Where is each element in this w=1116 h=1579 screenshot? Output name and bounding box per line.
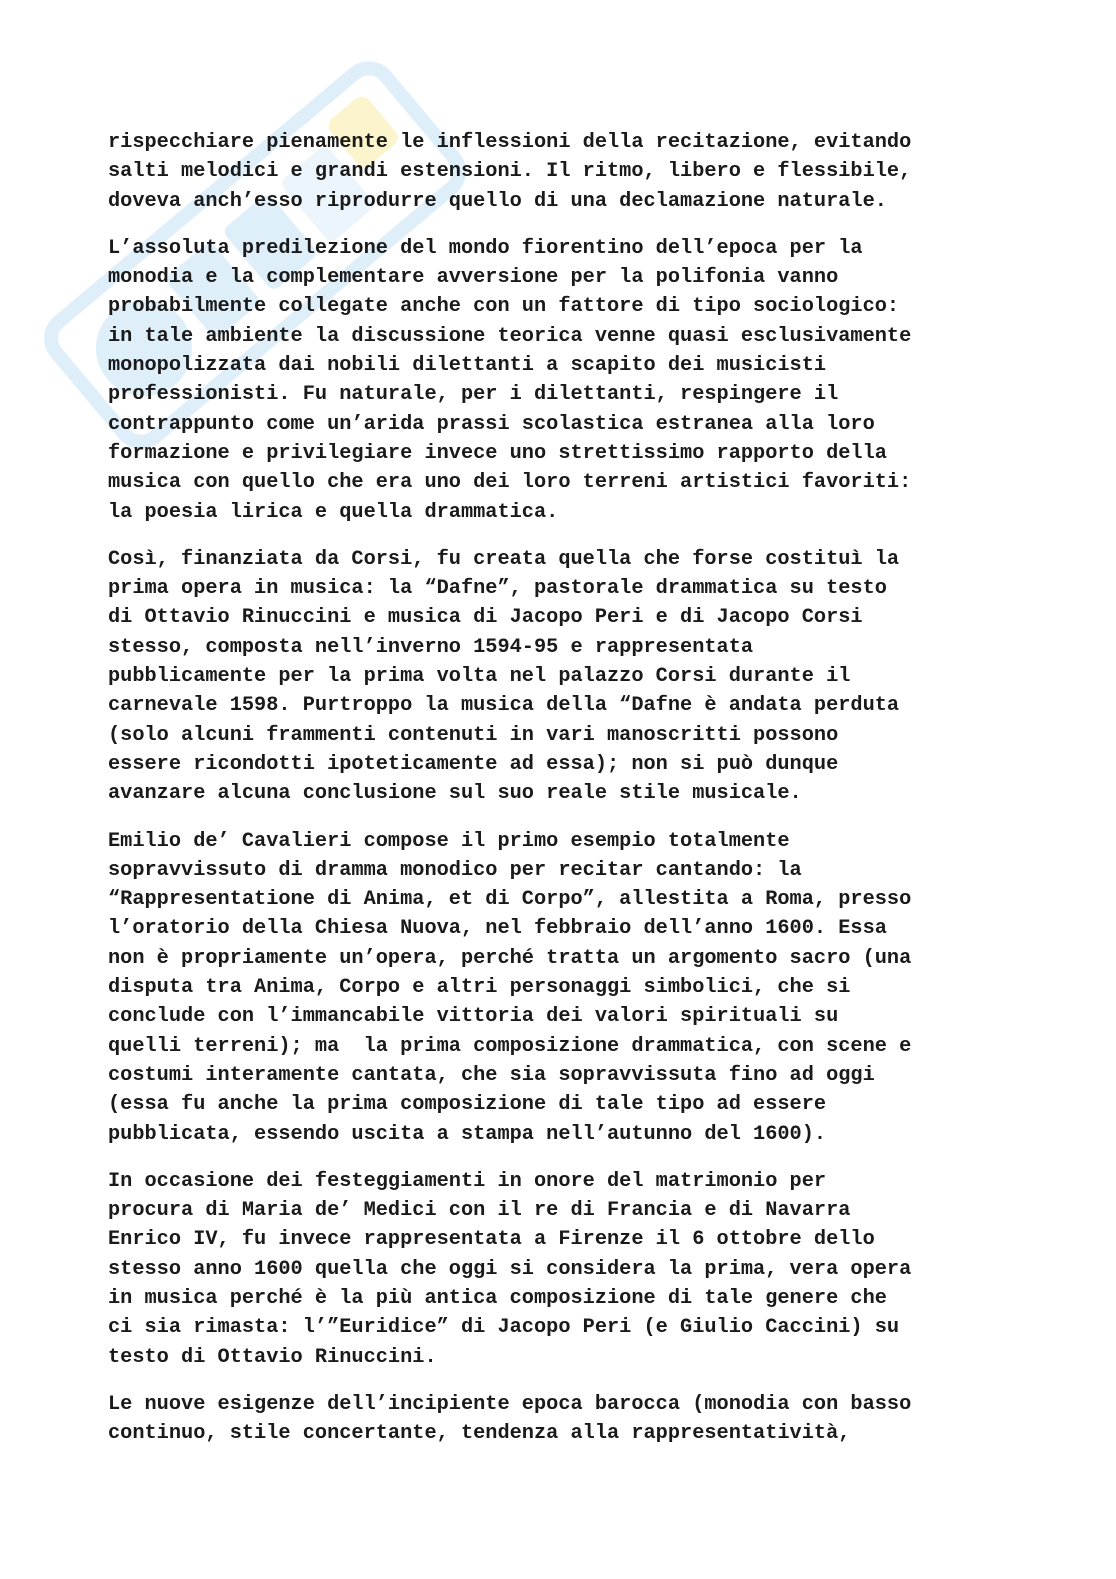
paragraph xyxy=(108,545,1008,809)
text-line: Le nuove esigenze dell’incipiente epoca barocca (monodia con basso xyxy=(108,1392,912,1416)
text-line: probabilmente collegate anche con un fattore di tipo sociologico: xyxy=(108,295,900,319)
text-line: la poesia lirica e quella drammatica. xyxy=(108,500,559,524)
text-line: carnevale 1598. Purtroppo la musica della “Dafne è andata perduta xyxy=(108,694,900,718)
text-line: quelli terreni); ma la prima composizione drammatica, con scene e xyxy=(108,1034,912,1058)
text-line: Emilio de’ Cavalieri compose il primo esempio totalmente xyxy=(108,829,790,853)
text-line: salti melodici e grandi estensioni. Il ritmo, libero e flessibile, xyxy=(108,160,912,184)
text-line: conclude con l’immancabile vittoria dei valori spirituali su xyxy=(108,1005,839,1029)
text-line: “Rappresentatione di Anima, et di Corpo”, allestita a Roma, presso xyxy=(108,888,912,912)
text-line: testo di Ottavio Rinuccini. xyxy=(108,1345,437,1369)
text-line: pubblicata, essendo uscita a stampa nell’autunno del 1600). xyxy=(108,1122,827,1146)
paragraph xyxy=(108,234,1008,527)
text-line: formazione e privilegiare invece uno strettissimo rapporto della xyxy=(108,441,887,465)
text-line: prima opera in musica: la “Dafne”, pastorale drammatica su testo xyxy=(108,577,887,601)
text-line: (solo alcuni frammenti contenuti in vari manoscritti possono xyxy=(108,723,839,747)
text-line: ci sia rimasta: l’”Euridice” di Jacopo Peri (e Giulio Caccini) su xyxy=(108,1316,900,1340)
paragraph xyxy=(108,827,1008,1149)
text-line: avanzare alcuna conclusione sul suo reale stile musicale. xyxy=(108,782,802,806)
text-line: continuo, stile concertante, tendenza alla rappresentatività, xyxy=(108,1422,851,1446)
text-line: disputa tra Anima, Corpo e altri personaggi simbolici, che si xyxy=(108,976,851,1000)
text-line: musica con quello che era uno dei loro terreni artistici favoriti: xyxy=(108,471,912,495)
paragraph xyxy=(108,1167,1008,1372)
text-line: sopravvissuto di dramma monodico per recitar cantando: la xyxy=(108,858,802,882)
text-line: L’assoluta predilezione del mondo fiorentino dell’epoca per la xyxy=(108,236,863,260)
text-line: (essa fu anche la prima composizione di tale tipo ad essere xyxy=(108,1093,827,1117)
text-line: In occasione dei festeggiamenti in onore del matrimonio per xyxy=(108,1169,827,1193)
paragraph xyxy=(108,128,1008,216)
text-line: professionisti. Fu naturale, per i dilettanti, respingere il xyxy=(108,383,839,407)
paragraph xyxy=(108,1390,1008,1449)
text-line: monopolizzata dai nobili dilettanti a scapito dei musicisti xyxy=(108,354,827,378)
text-line: pubblicamente per la prima volta nel palazzo Corsi durante il xyxy=(108,665,851,689)
text-line: in tale ambiente la discussione teorica venne quasi esclusivamente xyxy=(108,324,912,348)
document-body xyxy=(108,128,1008,1466)
text-line: non è propriamente un’opera, perché tratta un argomento sacro (una xyxy=(108,946,912,970)
text-line: stesso anno 1600 quella che oggi si considera la prima, vera opera xyxy=(108,1257,912,1281)
text-line: in musica perché è la più antica composizione di tale genere che xyxy=(108,1286,887,1310)
text-line: stesso, composta nell’inverno 1594-95 e rappresentata xyxy=(108,635,754,659)
text-line: Enrico IV, fu invece rappresentata a Firenze il 6 ottobre dello xyxy=(108,1228,875,1252)
text-line: rispecchiare pienamente le inflessioni della recitazione, evitando xyxy=(108,131,912,154)
text-line: essere ricondotti ipoteticamente ad essa); non si può dunque xyxy=(108,752,839,776)
text-line: monodia e la complementare avversione per la polifonia vanno xyxy=(108,266,839,290)
text-line: doveva anch’esso riprodurre quello di una declamazione naturale. xyxy=(108,189,887,213)
text-line: Così, finanziata da Corsi, fu creata quella che forse costituì la xyxy=(108,547,900,571)
text-line: contrappunto come un’arida prassi scolastica estranea alla loro xyxy=(108,412,875,436)
text-line: procura di Maria de’ Medici con il re di Francia e di Navarra xyxy=(108,1199,851,1223)
text-line: di Ottavio Rinuccini e musica di Jacopo Peri e di Jacopo Corsi xyxy=(108,606,863,630)
text-line: l’oratorio della Chiesa Nuova, nel febbraio dell’anno 1600. Essa xyxy=(108,917,887,941)
text-line: costumi interamente cantata, che sia sopravvissuta fino ad oggi xyxy=(108,1063,875,1087)
